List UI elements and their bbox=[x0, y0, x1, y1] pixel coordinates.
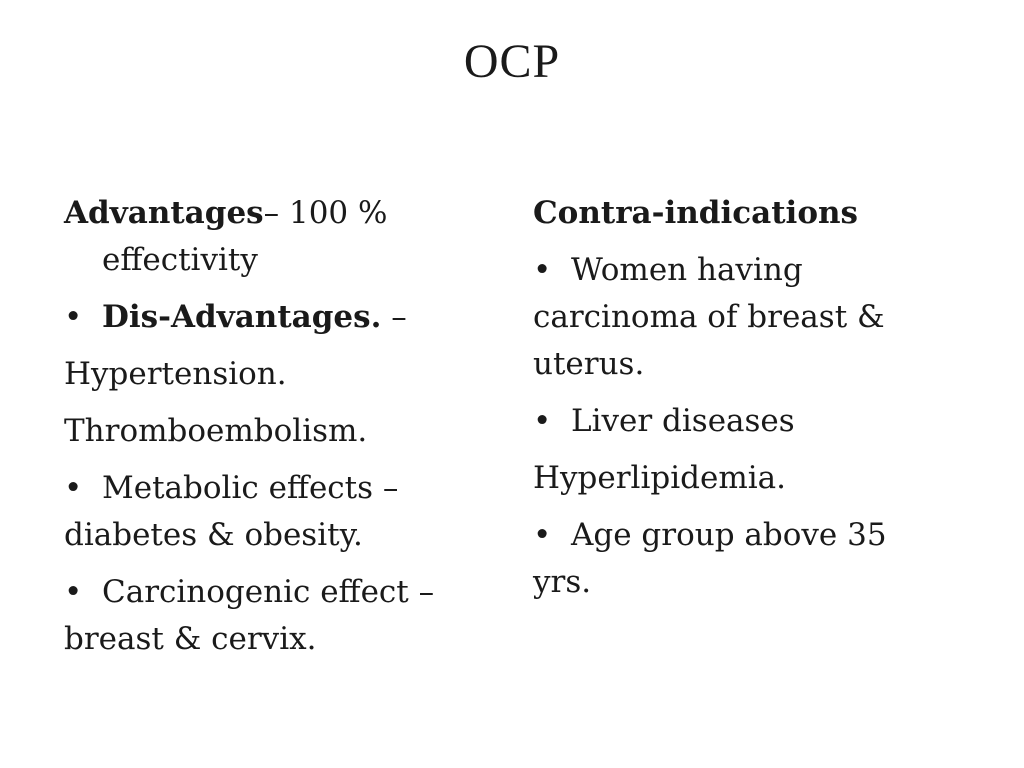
carcinogenic-text: Carcinogenic effect – breast & cervix. bbox=[64, 574, 435, 657]
bullet-icon: • bbox=[533, 252, 552, 288]
disadvantages-dash: – bbox=[381, 299, 407, 335]
bullet-icon: • bbox=[533, 517, 552, 553]
women-item bbox=[533, 247, 953, 388]
slide-title: OCP bbox=[463, 35, 561, 88]
women-text: Women having carcinoma of breast & uterus. bbox=[533, 252, 885, 382]
bullet-icon: • bbox=[64, 299, 83, 335]
thromboembolism-text: Thromboembolism. bbox=[64, 413, 368, 449]
contraindications-heading: Contra-indications bbox=[533, 195, 858, 231]
age-text: Age group above 35 yrs. bbox=[533, 517, 887, 600]
bullet-icon: • bbox=[533, 403, 552, 439]
hyperlipidemia-text: Hyperlipidemia. bbox=[533, 460, 786, 496]
advantages-text: – 100 % effectivity bbox=[102, 195, 388, 278]
liver-text: Liver diseases bbox=[571, 403, 795, 439]
carcinogenic-item bbox=[64, 569, 484, 663]
advantages-label: Advantages bbox=[64, 195, 264, 231]
disadvantages-label: Dis-Advantages. bbox=[102, 299, 382, 335]
advantages-item bbox=[64, 190, 484, 284]
disadvantages-item bbox=[64, 294, 484, 341]
liver-item bbox=[533, 398, 953, 445]
metabolic-item bbox=[64, 465, 484, 559]
bullet-icon: • bbox=[64, 470, 83, 506]
metabolic-text: Metabolic effects – diabetes & obesity. bbox=[64, 470, 399, 553]
bullet-icon: • bbox=[64, 574, 83, 610]
hypertension-text: Hypertension. bbox=[64, 356, 287, 392]
right-column bbox=[533, 190, 953, 616]
left-column bbox=[64, 190, 484, 673]
age-item bbox=[533, 512, 953, 606]
